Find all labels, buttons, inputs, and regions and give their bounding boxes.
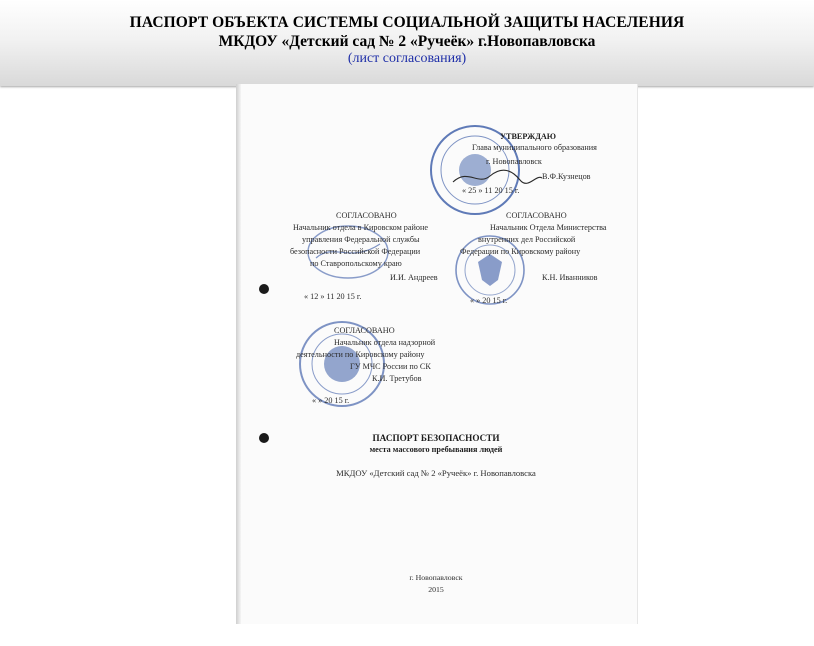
agree-left-title: СОГЛАСОВАНО bbox=[336, 211, 397, 220]
agree-left-date: « 12 » 11 20 15 г. bbox=[304, 292, 362, 301]
agree-right-line1: Начальник Отдела Министерства bbox=[490, 223, 607, 232]
document-year: 2015 bbox=[428, 585, 444, 594]
agree-left-signer: И.И. Андреев bbox=[390, 273, 438, 282]
agree-left-line1: Начальник отдела в Кировском районе bbox=[293, 223, 429, 232]
agree-right-signer: К.Н. Иванников bbox=[542, 273, 598, 282]
agree-bottom-line3: ГУ МЧС России по СК bbox=[350, 362, 431, 371]
agree-right-line3: Федерации по Кировскому району bbox=[460, 247, 581, 256]
approve-title: УТВЕРЖДАЮ bbox=[500, 132, 556, 141]
agree-left-line3: безопасности Российской Федерации bbox=[290, 247, 421, 256]
agree-right-date: « » 20 15 г. bbox=[470, 296, 508, 305]
agree-bottom-signer: К.И. Третубов bbox=[372, 374, 422, 383]
agree-right-title: СОГЛАСОВАНО bbox=[506, 211, 567, 220]
approve-line2: г. Новопавловск bbox=[486, 157, 542, 166]
page-header bbox=[0, 0, 814, 86]
agree-bottom-line1: Начальник отдела надзорной bbox=[334, 338, 436, 347]
agree-right-line2: внутренних дел Российской bbox=[478, 235, 576, 244]
agree-bottom-title: СОГЛАСОВАНО bbox=[334, 326, 395, 335]
approve-line1: Глава муниципального образования bbox=[472, 143, 597, 152]
punch-hole-top bbox=[259, 284, 269, 294]
signature-approve bbox=[450, 166, 545, 188]
approve-date: « 25 » 11 20 15 г. bbox=[462, 186, 520, 195]
passport-subtitle: места массового пребывания людей bbox=[369, 445, 503, 454]
page-subtitle: МКДОУ «Детский сад № 2 «Ручеёк» г.Новопавловска bbox=[218, 33, 596, 50]
agree-left-line2: управления Федеральной службы bbox=[302, 235, 420, 244]
page-note: (лист согласования) bbox=[347, 51, 467, 66]
agree-bottom-line2: деятельности по Кировскому району bbox=[296, 350, 425, 359]
scan-edge bbox=[236, 84, 241, 624]
organization-name: МКДОУ «Детский сад № 2 «Ручеёк» г. Новопавловска bbox=[336, 468, 536, 478]
approve-signer: В.Ф.Кузнецов bbox=[542, 172, 591, 181]
agree-left-line4: по Ставропольскому краю bbox=[310, 259, 402, 268]
document-city: г. Новопавловск bbox=[409, 573, 463, 582]
passport-title: ПАСПОРТ БЕЗОПАСНОСТИ bbox=[372, 433, 500, 443]
agree-bottom-date: « » 20 15 г. bbox=[312, 396, 350, 405]
page-title: ПАСПОРТ ОБЪЕКТА СИСТЕМЫ СОЦИАЛЬНОЙ ЗАЩИТЫ НАСЕЛЕНИЯ bbox=[129, 14, 685, 31]
